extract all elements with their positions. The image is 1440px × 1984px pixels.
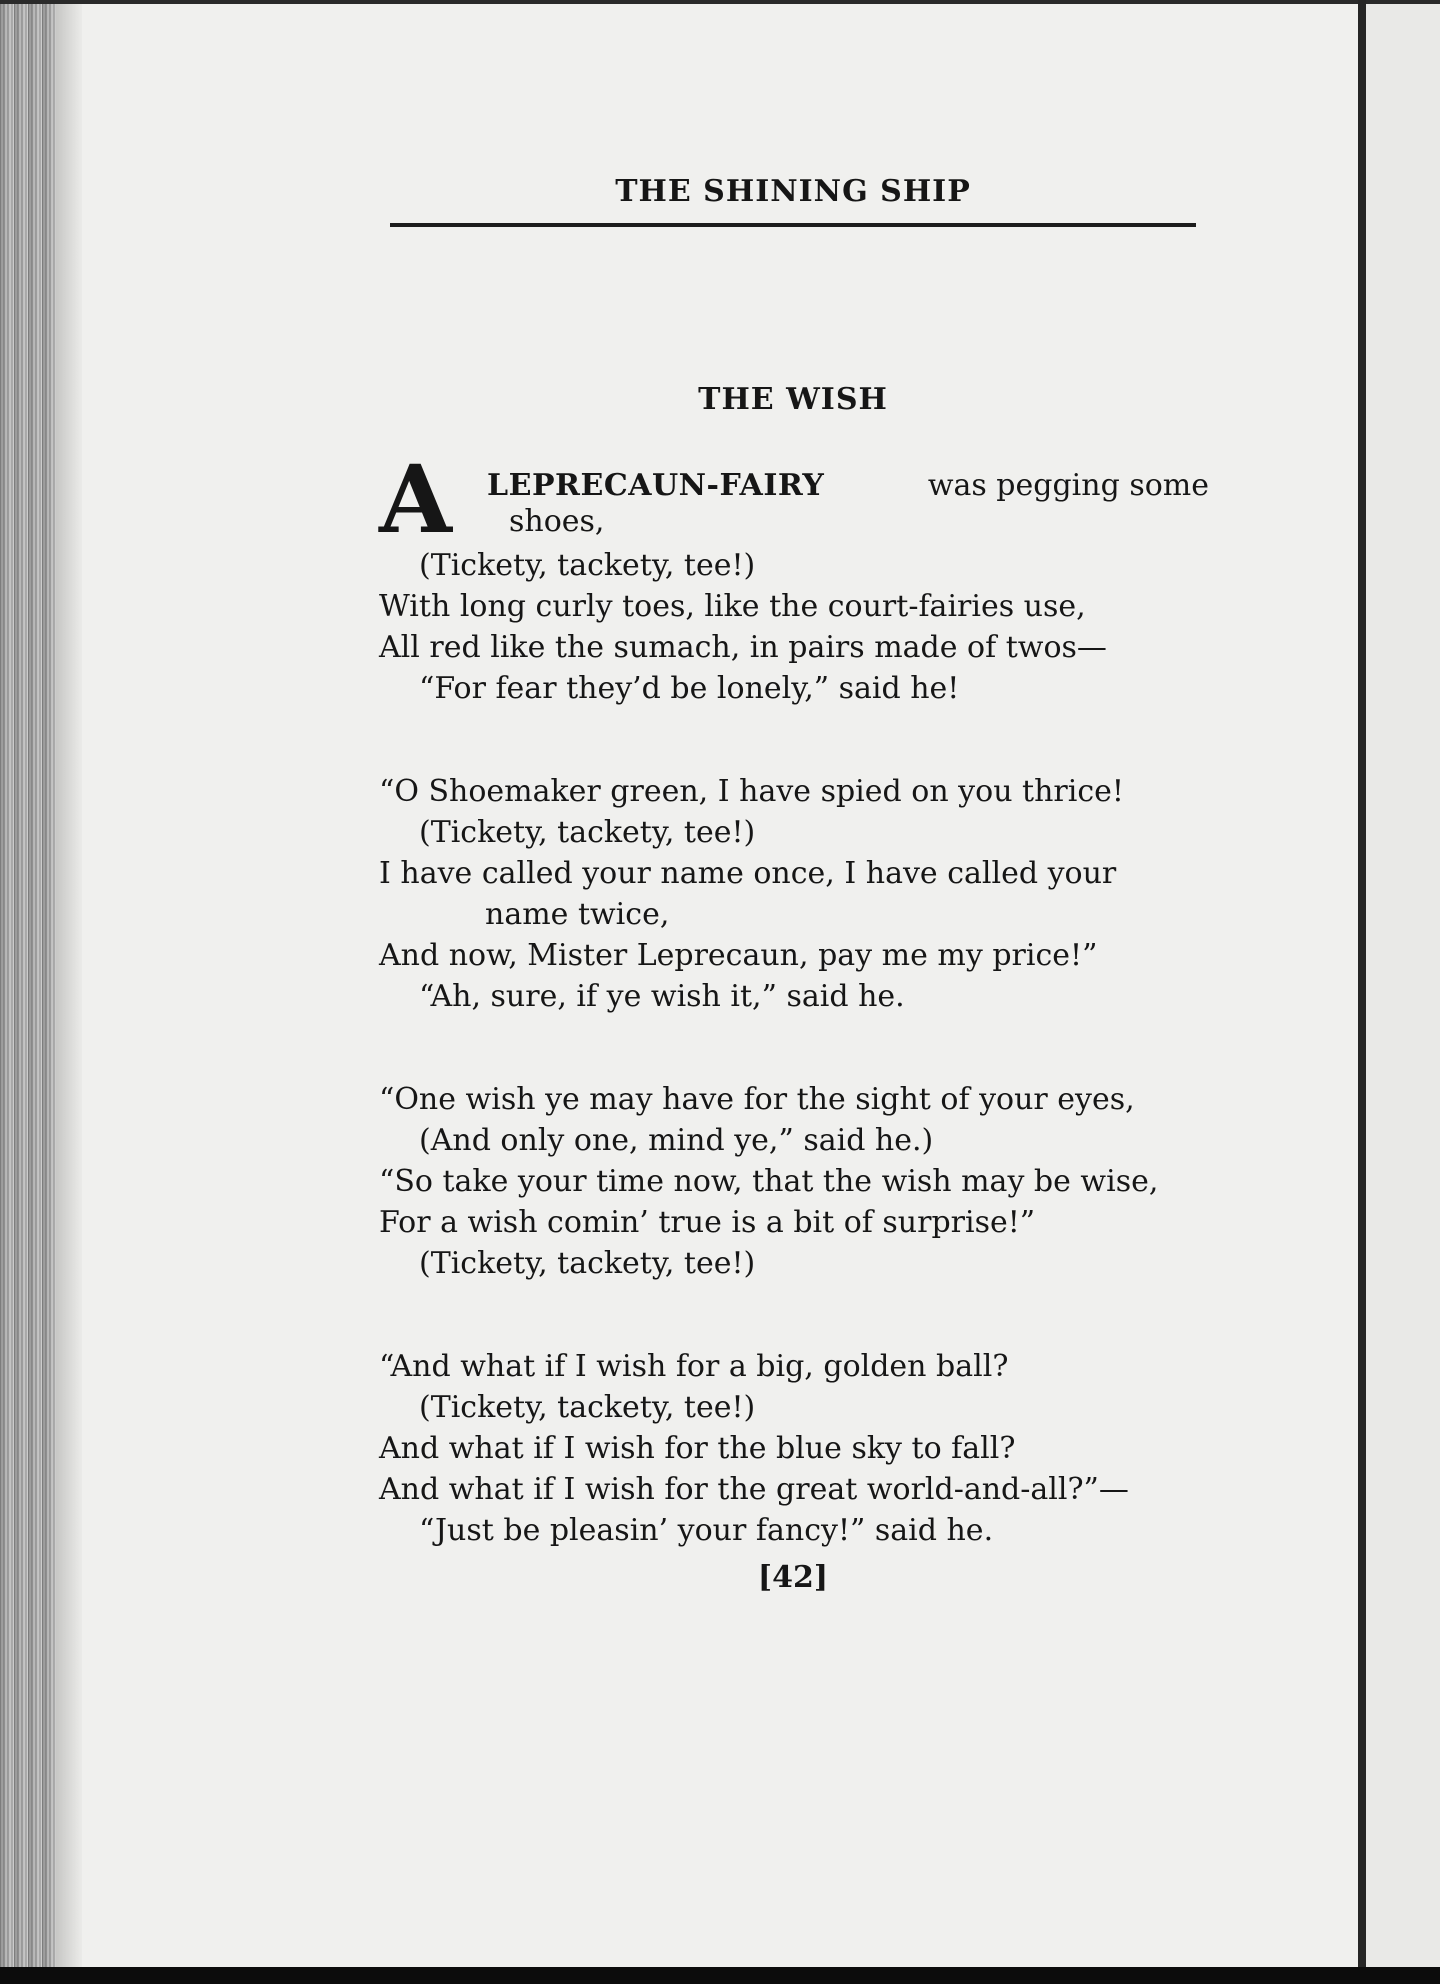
book-gutter bbox=[1358, 0, 1366, 1967]
header-rule bbox=[390, 223, 1196, 227]
verse-line: (Tickety, tackety, tee!) bbox=[419, 1390, 756, 1425]
page-number: [42] bbox=[757, 1560, 829, 1595]
verse-line: “O Shoemaker green, I have spied on you thrice! bbox=[379, 774, 1124, 809]
first-line-text bbox=[487, 465, 1209, 506]
page-edge-shadow bbox=[56, 4, 82, 1967]
stanza-3 bbox=[379, 1079, 1209, 1284]
first-line-continuation: shoes, bbox=[509, 504, 605, 539]
verse-line: All red like the sumach, in pairs made of twos— bbox=[379, 630, 1107, 665]
first-line-lead: LEPRECAUN-FAIRY bbox=[487, 468, 825, 503]
verse-line: “Ah, sure, if ye wish it,” said he. bbox=[419, 979, 905, 1014]
scan-bottom-border bbox=[0, 1967, 1440, 1984]
poem-body bbox=[379, 445, 1209, 1613]
verse-line: And now, Mister Leprecaun, pay me my price!” bbox=[379, 938, 1098, 973]
poem-title: THE WISH bbox=[698, 382, 888, 417]
verse-line: For a wish comin’ true is a bit of surprise!” bbox=[379, 1205, 1036, 1240]
verse-line: “For fear they’d be lonely,” said he! bbox=[419, 671, 960, 706]
first-line bbox=[379, 445, 1209, 555]
stanza-4 bbox=[379, 1346, 1209, 1551]
verse-line: And what if I wish for the blue sky to fall? bbox=[379, 1431, 1016, 1466]
running-head: THE SHINING SHIP bbox=[615, 174, 971, 209]
verse-line: “And what if I wish for a big, golden ball? bbox=[379, 1349, 1009, 1384]
stanza-1 bbox=[379, 445, 1209, 709]
verse-line: “One wish ye may have for the sight of your eyes, bbox=[379, 1082, 1135, 1117]
verse-line: With long curly toes, like the court-fairies use, bbox=[379, 589, 1086, 624]
verse-line: And what if I wish for the great world-and-all?”— bbox=[379, 1472, 1129, 1507]
stanza-2 bbox=[379, 771, 1209, 1017]
verse-line: (Tickety, tackety, tee!) bbox=[419, 815, 756, 850]
verse-line: (Tickety, tackety, tee!) bbox=[419, 1246, 756, 1281]
verse-line: “So take your time now, that the wish may be wise, bbox=[379, 1164, 1159, 1199]
verse-line-continuation: name twice, bbox=[485, 897, 670, 932]
facing-page-edge bbox=[1366, 4, 1440, 1967]
verse-line: I have called your name once, I have called your bbox=[379, 856, 1117, 891]
verse-line: “Just be pleasin’ your fancy!” said he. bbox=[419, 1513, 994, 1548]
drop-cap: A bbox=[379, 445, 452, 555]
book-page bbox=[0, 4, 1372, 1967]
page-edge-stripes bbox=[0, 4, 56, 1967]
verse-line: (And only one, mind ye,” said he.) bbox=[419, 1123, 934, 1158]
scan-top-border bbox=[0, 0, 1440, 4]
first-line-rest: was pegging some bbox=[927, 468, 1209, 503]
verse-line: (Tickety, tackety, tee!) bbox=[419, 548, 756, 583]
